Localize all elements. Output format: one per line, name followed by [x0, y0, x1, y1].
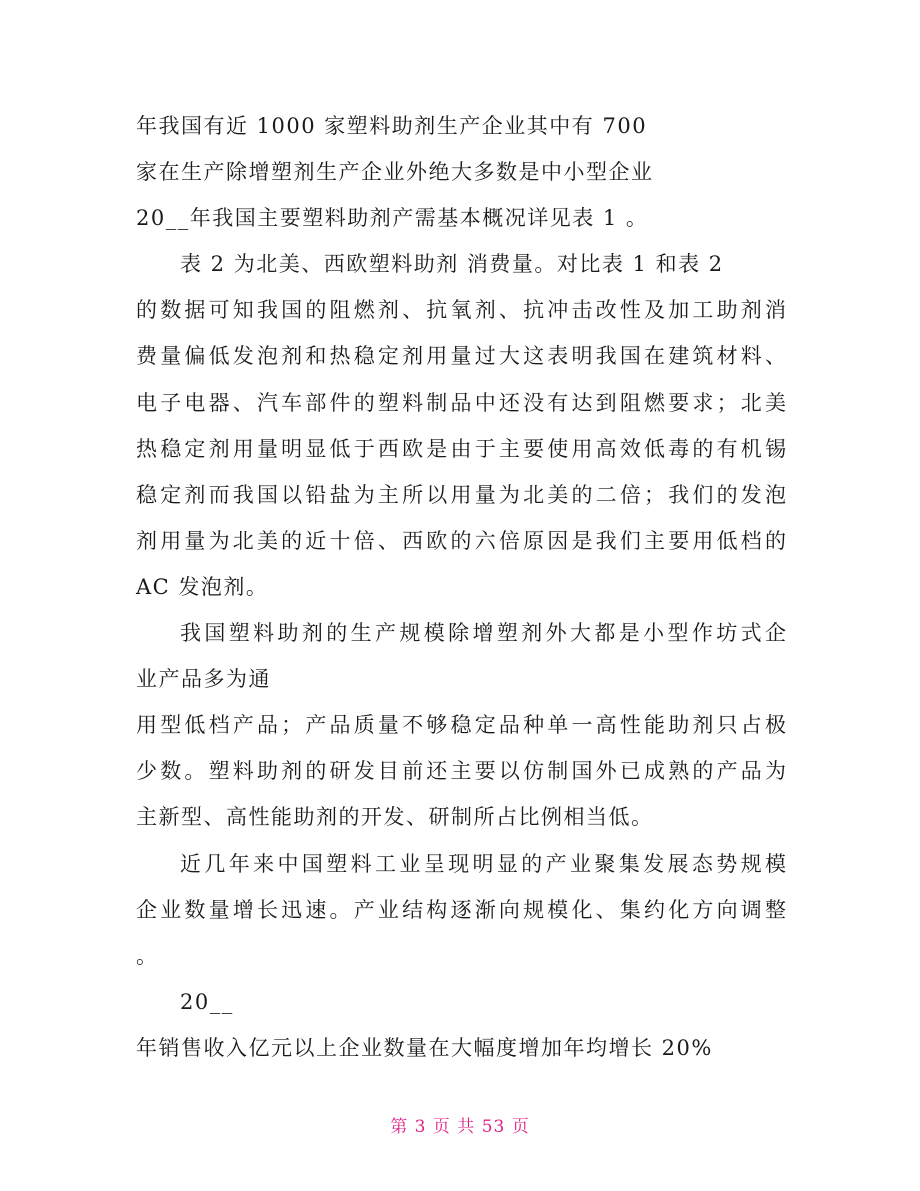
- text-line: 我国塑料助剂的生产规模除增塑剂外大都是小型作坊式企: [180, 621, 786, 646]
- text-line: 年销售收入亿元以上企业数量在大幅度增加年均增长 20%: [136, 1035, 713, 1060]
- text-line: 的数据可知我国的阻燃剂、抗氧剂、抗冲击改性及加工助剂消: [136, 298, 786, 323]
- text-line: AC 发泡剂。: [136, 574, 269, 599]
- text-line: 企业数量增长迅速。产业结构逐渐向规模化、集约化方向调整: [136, 897, 786, 922]
- text-line: 业产品多为通: [136, 667, 271, 692]
- text-line: 少数。塑料助剂的研发目前还主要以仿制国外已成熟的产品为: [136, 759, 786, 784]
- text-line: 稳定剂而我国以铅盐为主所以用量为北美的二倍；我们的发泡: [136, 482, 786, 507]
- text-line: 家在生产除增塑剂生产企业外绝大多数是中小型企业: [136, 160, 654, 185]
- text-line: 剂用量为北美的近十倍、西欧的六倍原因是我们主要用低档的: [136, 528, 786, 553]
- text-line: 表 2 为北美、西欧塑料助剂 消费量。对比表 1 和表 2: [180, 252, 724, 277]
- text-line: 年我国有近 1000 家塑料助剂生产企业其中有 700: [136, 114, 648, 138]
- text-line: 热稳定剂用量明显低于西欧是由于主要使用高效低毒的有机锡: [136, 436, 786, 461]
- page-number-footer: 第 3 页 共 53 页: [390, 1117, 530, 1137]
- text-line: 20__年我国主要塑料助剂产需基本概况详见表 1 。: [136, 206, 649, 231]
- document-body: [136, 103, 786, 1071]
- text-line: 近几年来中国塑料工业呈现明显的产业聚集发展态势规模: [180, 851, 786, 876]
- text-line: 费量偏低发泡剂和热稳定剂用量过大这表明我国在建筑材料、: [136, 344, 786, 369]
- text-line: 用型低档产品；产品质量不够稳定品种单一高性能助剂只占极: [136, 713, 786, 738]
- text-line: 主新型、高性能助剂的开发、研制所占比例相当低。: [136, 805, 654, 830]
- text-line: 。: [136, 943, 159, 968]
- text-line: 20__: [180, 989, 234, 1014]
- text-line: 电子电器、汽车部件的塑料制品中还没有达到阻燃要求；北美: [136, 390, 786, 415]
